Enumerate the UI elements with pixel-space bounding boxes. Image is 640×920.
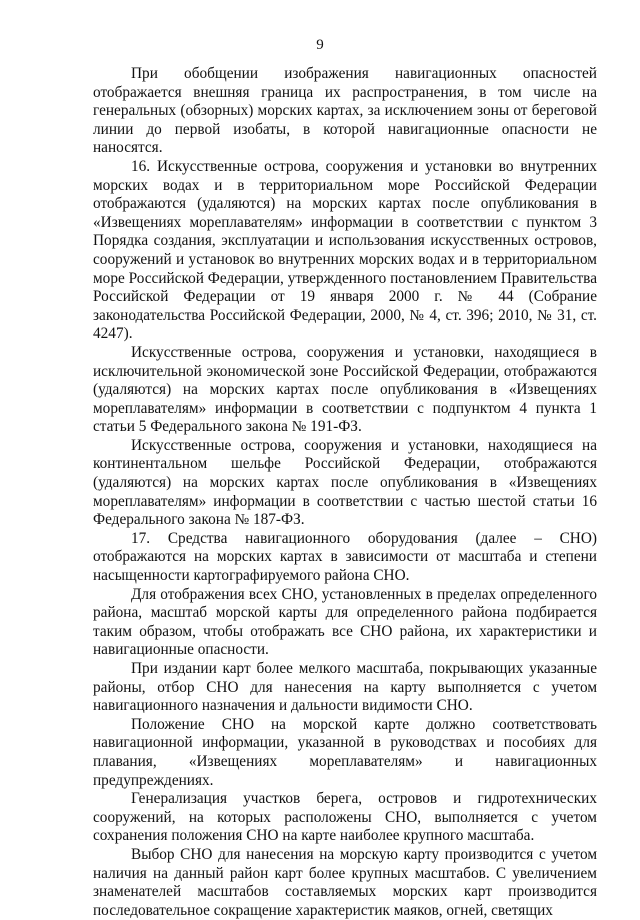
page-number: 9 [316,37,324,53]
paragraph-sno-scale-selection: Для отображения всех СНО, установленных в пределах определенного района, масштаб морской карты для определенного района подбирается таким образом, чтобы отображать все СНО района, их характеристики и навигационные опасности. [93,585,597,659]
paragraph-sno-position: Положение СНО на морской карте должно соответствовать навигационной информации, указанной в руководствах и пособиях для плавания, «Извещениях мореплавателям» и навигационных предупреждениях. [93,715,597,789]
paragraph-coast-generalization: Генерализация участков берега, островов и гидротехнических сооружений, на которых расположены СНО, выполняется с учетом сохранения положения СНО на карте наиболее крупного масштаба. [93,790,597,845]
paragraph-17-navigation-aids: 17. Средства навигационного оборудования (далее – СНО) отображаются на морских картах в зависимости от масштаба и степени насыщенности картографируемого района СНО. [93,529,597,585]
paragraph-boundary-generalization: При обобщении изображения навигационных опасностей отображается внешняя граница их распространения, в том числе на генеральных (обзорных) морских картах, за исключением зоны от береговой линии до первой изобаты, в которой навигационные опасности не наносятся. [93,65,597,157]
paragraph-16-internal-waters: 16. Искусственные острова, сооружения и установки во внутренних морских водах и в территориальном море Российской Федерации отображаются (удаляются) на морских картах после опубликования в «Извещениях мореплавателям» информации в соответствии с пунктом 3 Порядка создания, эксплуатации и использования искусственных островов, сооружений и установок во внутренних морских водах и в территориальном море Российской Федерации, утвержденного постановлением Правительства Российской Федерации от 19 января 2000 г. № 44 (Собрание законодательства Российской Федерации, 2000, № 4, ст. 396; 2010, № 31, ст. 4247). [93,157,597,343]
paragraph-smaller-scale-selection: При издании карт более мелкого масштаба, покрывающих указанные районы, отбор СНО для нанесения на карту выполняется с учетом навигационного назначения и дальности видимости СНО. [93,660,597,715]
document-body [93,65,597,920]
paragraph-continental-shelf: Искусственные острова, сооружения и установки, находящиеся на континентальном шельфе Российской Федерации, отображаются (удаляются) на морских картах после опубликования в «Извещениях мореплавателям» информации в соответствии с частью шестой статьи 16 Федерального закона № 187-ФЗ. [93,436,597,529]
paragraph-sno-selection: Выбор СНО для нанесения на морскую карту производится с учетом наличия на данный район карт более крупных масштабов. С увеличением знаменателей масштабов составляемых морских карт производится последовательное сокращение характеристик маяков, огней, светящих [93,845,597,919]
paragraph-exclusive-economic-zone: Искусственные острова, сооружения и установки, находящиеся в исключительной экономической зоне Российской Федерации, отображаются (удаляются) на морских картах после опубликования в «Извещениях мореплавателям» информации в соответствии с подпунктом 4 пункта 1 статьи 5 Федерального закона № 191-ФЗ. [93,343,597,436]
